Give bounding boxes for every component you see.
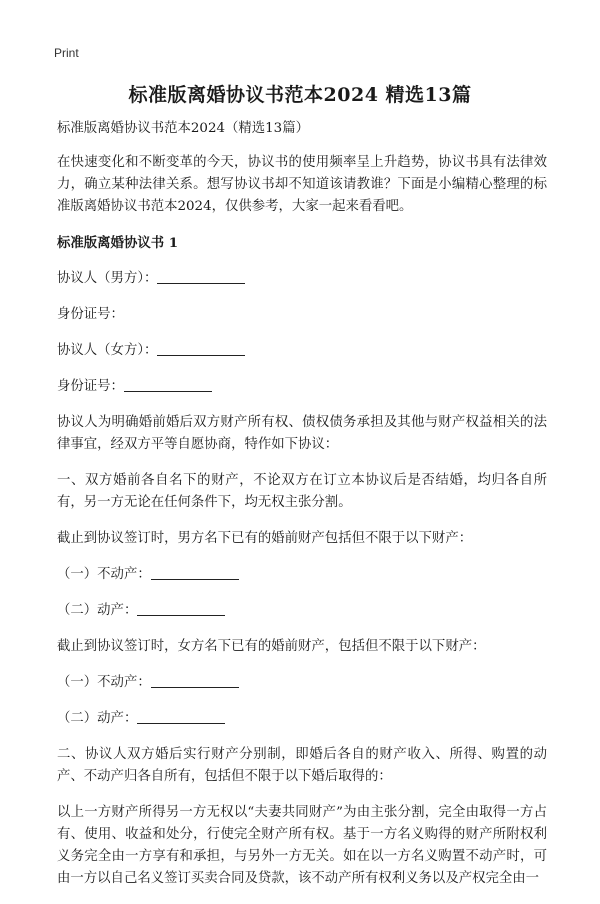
id-number-line-2	[57, 376, 547, 398]
male-movable-label: （二）动产：	[57, 603, 138, 618]
document-body	[57, 118, 547, 904]
section-heading: 标准版离婚协议书 1	[57, 235, 179, 251]
male-real-estate-blank	[151, 567, 239, 580]
female-movable-label: （二）动产：	[57, 711, 138, 726]
id-number-line-1	[57, 304, 547, 326]
party-male-line	[57, 268, 547, 290]
male-real-estate-line	[57, 564, 547, 586]
party-male-label: 协议人（男方）：	[57, 271, 158, 286]
document-subtitle: 标准版离婚协议书范本2024（精选13篇）	[57, 121, 309, 136]
male-movable-line	[57, 600, 547, 622]
party-female-label: 协议人（女方）：	[57, 343, 158, 358]
print-link[interactable]: Print	[54, 46, 79, 60]
id-number-blank-2	[124, 379, 212, 392]
clause-1-paragraph: 一、双方婚前各自名下的财产，不论双方在订立本协议后是否结婚，均归各自所有，另一方无论在任何条件下，均无权主张分割。	[57, 473, 547, 510]
male-movable-blank	[137, 603, 225, 616]
female-real-estate-line	[57, 672, 547, 694]
clause-2-paragraph: 二、协议人双方婚后实行财产分别制，即婚后各自的财产收入、所得、购置的动产、不动产归各自所有，包括但不限于以下婚后取得的：	[57, 747, 547, 784]
purpose-paragraph: 协议人为明确婚前婚后双方财产所有权、债权债务承担及其他与财产权益相关的法律事宜，经双方平等自愿协商，特作如下协议：	[57, 415, 547, 452]
party-female-blank	[157, 343, 245, 356]
female-movable-line	[57, 708, 547, 730]
party-male-blank	[157, 271, 245, 284]
female-real-estate-label: （一）不动产：	[57, 675, 151, 690]
intro-paragraph: 在快速变化和不断变革的今天，协议书的使用频率呈上升趋势，协议书具有法律效力，确立某种法律关系。想写协议书却不知道该请教谁？下面是小编精心整理的标准版离婚协议书范本2024，仅供参考，大家一起来看看吧。	[57, 155, 547, 214]
female-real-estate-blank	[151, 675, 239, 688]
document-title: 标准版离婚协议书范本2024 精选13篇	[128, 84, 472, 106]
female-assets-paragraph: 截止到协议签订时，女方名下已有的婚前财产，包括但不限于以下财产：	[57, 639, 486, 654]
female-movable-blank	[137, 711, 225, 724]
clause-2-detail-paragraph: 以上一方财产所得另一方无权以“夫妻共同财产”为由主张分割，完全由取得一方占有、使用、收益和处分，行使完全财产所有权。基于一方名义购得的财产所附权利义务完全由一方享有和承担，与另外一方无关。如在以一方名义购置不动产时，可由一方以自己名义签订买卖合同及贷款，该不动产所有权利义务以及产权完全由一	[57, 805, 547, 886]
id-number-label-2: 身份证号：	[57, 379, 124, 394]
id-number-label-1: 身份证号：	[57, 307, 124, 322]
party-female-line	[57, 340, 547, 362]
male-assets-paragraph: 截止到协议签订时，男方名下已有的婚前财产包括但不限于以下财产：	[57, 531, 473, 546]
male-real-estate-label: （一）不动产：	[57, 567, 151, 582]
